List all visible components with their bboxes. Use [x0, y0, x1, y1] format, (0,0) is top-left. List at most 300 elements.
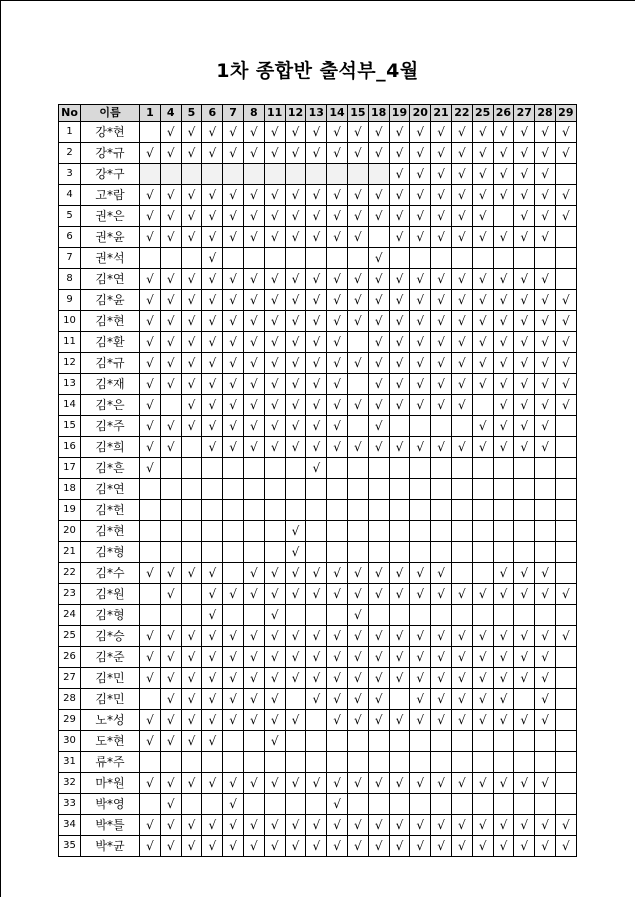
- attendance-check: √: [389, 290, 410, 311]
- attendance-check: √: [306, 647, 327, 668]
- attendance-check: √: [451, 206, 472, 227]
- attendance-check: √: [223, 836, 244, 857]
- attendance-check: √: [202, 731, 223, 752]
- attendance-cell: [327, 542, 348, 563]
- attendance-check: √: [306, 290, 327, 311]
- header-day-27: 27: [514, 105, 535, 122]
- attendance-cell: [160, 521, 181, 542]
- attendance-check: √: [264, 353, 285, 374]
- attendance-check: √: [535, 374, 556, 395]
- student-name: 김*윤: [81, 290, 140, 311]
- attendance-cell: [347, 752, 368, 773]
- attendance-check: √: [410, 164, 431, 185]
- attendance-check: √: [347, 311, 368, 332]
- attendance-check: √: [264, 185, 285, 206]
- attendance-check: √: [140, 563, 161, 584]
- attendance-cell: [389, 731, 410, 752]
- attendance-cell: [514, 731, 535, 752]
- attendance-check: √: [493, 269, 514, 290]
- attendance-check: √: [181, 374, 202, 395]
- attendance-check: √: [514, 374, 535, 395]
- attendance-cell: [327, 731, 348, 752]
- header-day-12: 12: [285, 105, 306, 122]
- attendance-cell: [493, 458, 514, 479]
- attendance-check: √: [264, 731, 285, 752]
- attendance-check: √: [472, 689, 493, 710]
- attendance-cell: [202, 479, 223, 500]
- student-name: 김*주: [81, 416, 140, 437]
- attendance-check: √: [327, 647, 348, 668]
- attendance-cell: [472, 752, 493, 773]
- attendance-check: √: [535, 710, 556, 731]
- student-name: 김*현: [81, 311, 140, 332]
- attendance-check: √: [410, 710, 431, 731]
- attendance-cell: [140, 500, 161, 521]
- attendance-cell: [181, 479, 202, 500]
- attendance-check: √: [347, 227, 368, 248]
- row-number: 26: [59, 647, 81, 668]
- attendance-cell: [431, 794, 452, 815]
- attendance-check: √: [347, 122, 368, 143]
- header-row: [59, 105, 577, 122]
- attendance-cell: [555, 248, 576, 269]
- attendance-cell: [368, 752, 389, 773]
- attendance-check: √: [389, 122, 410, 143]
- attendance-check: √: [410, 395, 431, 416]
- attendance-check: √: [368, 689, 389, 710]
- attendance-check: √: [514, 836, 535, 857]
- attendance-check: √: [243, 773, 264, 794]
- attendance-check: √: [140, 311, 161, 332]
- table-row: [59, 521, 577, 542]
- attendance-check: √: [389, 185, 410, 206]
- attendance-cell: [243, 542, 264, 563]
- attendance-check: √: [493, 815, 514, 836]
- attendance-check: √: [160, 689, 181, 710]
- attendance-check: √: [243, 689, 264, 710]
- attendance-check: √: [285, 311, 306, 332]
- attendance-check: √: [347, 605, 368, 626]
- attendance-cell: [431, 416, 452, 437]
- student-name: 김*재: [81, 374, 140, 395]
- attendance-check: √: [535, 353, 556, 374]
- attendance-cell: [243, 731, 264, 752]
- student-name: 김*승: [81, 626, 140, 647]
- header-day-19: 19: [389, 105, 410, 122]
- attendance-cell: [493, 731, 514, 752]
- attendance-cell: [368, 479, 389, 500]
- attendance-check: √: [202, 311, 223, 332]
- attendance-check: √: [493, 689, 514, 710]
- attendance-cell: [410, 479, 431, 500]
- attendance-check: √: [472, 143, 493, 164]
- attendance-check: √: [451, 437, 472, 458]
- attendance-check: √: [472, 206, 493, 227]
- attendance-cell: [264, 479, 285, 500]
- attendance-cell: [410, 458, 431, 479]
- table-row: [59, 563, 577, 584]
- attendance-check: √: [223, 416, 244, 437]
- attendance-cell: [555, 689, 576, 710]
- attendance-check: √: [368, 395, 389, 416]
- attendance-cell: [431, 500, 452, 521]
- attendance-check: √: [223, 353, 244, 374]
- attendance-check: √: [160, 731, 181, 752]
- attendance-check: √: [431, 269, 452, 290]
- attendance-check: √: [160, 122, 181, 143]
- student-name: 김*민: [81, 668, 140, 689]
- attendance-cell: [410, 794, 431, 815]
- attendance-cell: [514, 794, 535, 815]
- attendance-check: √: [535, 122, 556, 143]
- attendance-cell: [493, 794, 514, 815]
- attendance-check: √: [140, 227, 161, 248]
- attendance-check: √: [451, 773, 472, 794]
- attendance-check: √: [368, 668, 389, 689]
- attendance-check: √: [202, 206, 223, 227]
- attendance-check: √: [306, 353, 327, 374]
- attendance-cell: [306, 794, 327, 815]
- attendance-check: √: [223, 668, 244, 689]
- attendance-cell: [243, 164, 264, 185]
- attendance-check: √: [264, 815, 285, 836]
- attendance-check: √: [472, 584, 493, 605]
- attendance-check: √: [389, 311, 410, 332]
- header-day-26: 26: [493, 105, 514, 122]
- attendance-check: √: [493, 668, 514, 689]
- attendance-check: √: [410, 437, 431, 458]
- attendance-check: √: [451, 689, 472, 710]
- attendance-cell: [181, 500, 202, 521]
- attendance-check: √: [160, 773, 181, 794]
- attendance-check: √: [431, 374, 452, 395]
- attendance-check: √: [327, 668, 348, 689]
- attendance-check: √: [555, 332, 576, 353]
- attendance-check: √: [140, 437, 161, 458]
- attendance-check: √: [389, 437, 410, 458]
- student-name: 김*형: [81, 542, 140, 563]
- attendance-check: √: [160, 416, 181, 437]
- attendance-check: √: [347, 647, 368, 668]
- row-number: 16: [59, 437, 81, 458]
- attendance-cell: [431, 731, 452, 752]
- table-row: [59, 185, 577, 206]
- attendance-check: √: [555, 626, 576, 647]
- student-name: 권*석: [81, 248, 140, 269]
- attendance-check: √: [514, 290, 535, 311]
- attendance-check: √: [389, 353, 410, 374]
- attendance-check: √: [493, 227, 514, 248]
- attendance-check: √: [160, 647, 181, 668]
- attendance-check: √: [306, 437, 327, 458]
- student-name: 김*연: [81, 269, 140, 290]
- attendance-check: √: [431, 353, 452, 374]
- attendance-cell: [347, 164, 368, 185]
- attendance-cell: [535, 731, 556, 752]
- attendance-check: √: [181, 143, 202, 164]
- attendance-check: √: [306, 458, 327, 479]
- attendance-cell: [181, 248, 202, 269]
- attendance-check: √: [410, 563, 431, 584]
- table-row: [59, 290, 577, 311]
- attendance-check: √: [140, 668, 161, 689]
- attendance-check: √: [347, 143, 368, 164]
- attendance-check: √: [514, 668, 535, 689]
- attendance-cell: [160, 752, 181, 773]
- attendance-check: √: [535, 416, 556, 437]
- attendance-cell: [555, 437, 576, 458]
- attendance-cell: [223, 542, 244, 563]
- attendance-cell: [223, 248, 244, 269]
- attendance-cell: [451, 458, 472, 479]
- attendance-check: √: [202, 143, 223, 164]
- attendance-check: √: [243, 143, 264, 164]
- attendance-check: √: [347, 710, 368, 731]
- attendance-check: √: [285, 647, 306, 668]
- attendance-check: √: [493, 584, 514, 605]
- attendance-check: √: [243, 185, 264, 206]
- attendance-check: √: [368, 437, 389, 458]
- attendance-cell: [264, 794, 285, 815]
- attendance-check: √: [202, 710, 223, 731]
- attendance-check: √: [514, 206, 535, 227]
- attendance-check: √: [160, 311, 181, 332]
- attendance-check: √: [472, 668, 493, 689]
- attendance-cell: [140, 605, 161, 626]
- attendance-check: √: [264, 437, 285, 458]
- attendance-check: √: [514, 164, 535, 185]
- attendance-check: √: [202, 269, 223, 290]
- attendance-cell: [181, 437, 202, 458]
- attendance-check: √: [243, 815, 264, 836]
- attendance-check: √: [140, 773, 161, 794]
- student-name: 고*람: [81, 185, 140, 206]
- row-number: 1: [59, 122, 81, 143]
- attendance-check: √: [285, 521, 306, 542]
- table-row: [59, 122, 577, 143]
- header-day-18: 18: [368, 105, 389, 122]
- attendance-check: √: [410, 311, 431, 332]
- attendance-check: √: [389, 563, 410, 584]
- attendance-check: √: [410, 773, 431, 794]
- attendance-check: √: [451, 227, 472, 248]
- attendance-check: √: [368, 647, 389, 668]
- attendance-check: √: [264, 122, 285, 143]
- attendance-check: √: [223, 584, 244, 605]
- attendance-check: √: [410, 185, 431, 206]
- table-row: [59, 815, 577, 836]
- attendance-check: √: [223, 395, 244, 416]
- attendance-check: √: [285, 374, 306, 395]
- header-day-28: 28: [535, 105, 556, 122]
- attendance-check: √: [264, 206, 285, 227]
- student-name: 김*희: [81, 437, 140, 458]
- row-number: 34: [59, 815, 81, 836]
- attendance-check: √: [140, 185, 161, 206]
- attendance-check: √: [535, 668, 556, 689]
- attendance-check: √: [347, 584, 368, 605]
- attendance-check: √: [451, 353, 472, 374]
- attendance-cell: [347, 731, 368, 752]
- row-number: 11: [59, 332, 81, 353]
- row-number: 28: [59, 689, 81, 710]
- attendance-check: √: [327, 773, 348, 794]
- attendance-check: √: [327, 815, 348, 836]
- attendance-check: √: [181, 815, 202, 836]
- attendance-check: √: [243, 437, 264, 458]
- attendance-cell: [243, 248, 264, 269]
- attendance-check: √: [368, 416, 389, 437]
- attendance-check: √: [223, 311, 244, 332]
- table-row: [59, 479, 577, 500]
- attendance-check: √: [327, 437, 348, 458]
- attendance-check: √: [535, 185, 556, 206]
- attendance-check: √: [555, 584, 576, 605]
- attendance-check: √: [306, 563, 327, 584]
- student-name: 도*현: [81, 731, 140, 752]
- student-name: 박*틀: [81, 815, 140, 836]
- attendance-check: √: [514, 185, 535, 206]
- attendance-cell: [140, 164, 161, 185]
- attendance-check: √: [493, 311, 514, 332]
- row-number: 10: [59, 311, 81, 332]
- attendance-check: √: [389, 374, 410, 395]
- student-name: 마*원: [81, 773, 140, 794]
- row-number: 6: [59, 227, 81, 248]
- attendance-check: √: [327, 311, 348, 332]
- attendance-check: √: [327, 836, 348, 857]
- attendance-check: √: [285, 542, 306, 563]
- attendance-check: √: [493, 164, 514, 185]
- attendance-check: √: [389, 164, 410, 185]
- attendance-check: √: [514, 437, 535, 458]
- attendance-check: √: [472, 164, 493, 185]
- attendance-check: √: [285, 332, 306, 353]
- attendance-cell: [555, 563, 576, 584]
- attendance-check: √: [493, 836, 514, 857]
- attendance-check: √: [493, 143, 514, 164]
- attendance-cell: [410, 731, 431, 752]
- attendance-check: √: [535, 437, 556, 458]
- attendance-check: √: [327, 269, 348, 290]
- attendance-cell: [368, 164, 389, 185]
- attendance-cell: [223, 752, 244, 773]
- attendance-cell: [451, 563, 472, 584]
- attendance-check: √: [451, 584, 472, 605]
- attendance-cell: [285, 500, 306, 521]
- attendance-cell: [327, 605, 348, 626]
- attendance-check: √: [410, 626, 431, 647]
- table-row: [59, 332, 577, 353]
- attendance-check: √: [535, 584, 556, 605]
- table-row: [59, 668, 577, 689]
- row-number: 9: [59, 290, 81, 311]
- attendance-cell: [243, 605, 264, 626]
- attendance-check: √: [368, 269, 389, 290]
- row-number: 25: [59, 626, 81, 647]
- attendance-cell: [285, 458, 306, 479]
- attendance-cell: [368, 731, 389, 752]
- attendance-cell: [555, 794, 576, 815]
- attendance-check: √: [140, 710, 161, 731]
- row-number: 2: [59, 143, 81, 164]
- attendance-check: √: [493, 395, 514, 416]
- attendance-cell: [431, 248, 452, 269]
- attendance-check: √: [555, 836, 576, 857]
- attendance-check: √: [514, 269, 535, 290]
- attendance-cell: [306, 500, 327, 521]
- attendance-check: √: [472, 710, 493, 731]
- attendance-check: √: [243, 269, 264, 290]
- attendance-check: √: [555, 311, 576, 332]
- attendance-check: √: [389, 668, 410, 689]
- attendance-check: √: [472, 416, 493, 437]
- attendance-check: √: [410, 647, 431, 668]
- table-row: [59, 794, 577, 815]
- attendance-check: √: [160, 584, 181, 605]
- attendance-cell: [285, 752, 306, 773]
- attendance-check: √: [368, 374, 389, 395]
- attendance-check: √: [223, 374, 244, 395]
- attendance-check: √: [306, 269, 327, 290]
- attendance-cell: [285, 248, 306, 269]
- row-number: 30: [59, 731, 81, 752]
- attendance-check: √: [243, 416, 264, 437]
- attendance-check: √: [451, 164, 472, 185]
- attendance-cell: [243, 479, 264, 500]
- header-day-7: 7: [223, 105, 244, 122]
- attendance-check: √: [285, 437, 306, 458]
- row-number: 35: [59, 836, 81, 857]
- attendance-cell: [410, 416, 431, 437]
- attendance-check: √: [181, 416, 202, 437]
- attendance-check: √: [535, 332, 556, 353]
- row-number: 5: [59, 206, 81, 227]
- attendance-check: √: [223, 206, 244, 227]
- attendance-check: √: [431, 836, 452, 857]
- attendance-cell: [472, 542, 493, 563]
- attendance-cell: [472, 500, 493, 521]
- attendance-cell: [472, 731, 493, 752]
- attendance-check: √: [347, 290, 368, 311]
- attendance-check: √: [472, 269, 493, 290]
- attendance-cell: [285, 605, 306, 626]
- attendance-cell: [555, 668, 576, 689]
- attendance-cell: [514, 248, 535, 269]
- attendance-check: √: [555, 143, 576, 164]
- attendance-check: √: [285, 815, 306, 836]
- student-name: 강*규: [81, 143, 140, 164]
- attendance-cell: [514, 500, 535, 521]
- attendance-check: √: [472, 626, 493, 647]
- attendance-check: √: [555, 374, 576, 395]
- attendance-check: √: [347, 815, 368, 836]
- attendance-check: √: [160, 290, 181, 311]
- attendance-check: √: [160, 374, 181, 395]
- attendance-check: √: [202, 689, 223, 710]
- attendance-check: √: [368, 773, 389, 794]
- attendance-check: √: [368, 311, 389, 332]
- header-day-1: 1: [140, 105, 161, 122]
- attendance-cell: [306, 521, 327, 542]
- attendance-cell: [514, 458, 535, 479]
- attendance-check: √: [451, 269, 472, 290]
- row-number: 8: [59, 269, 81, 290]
- attendance-check: √: [181, 626, 202, 647]
- row-number: 23: [59, 584, 81, 605]
- attendance-check: √: [431, 185, 452, 206]
- attendance-check: √: [243, 395, 264, 416]
